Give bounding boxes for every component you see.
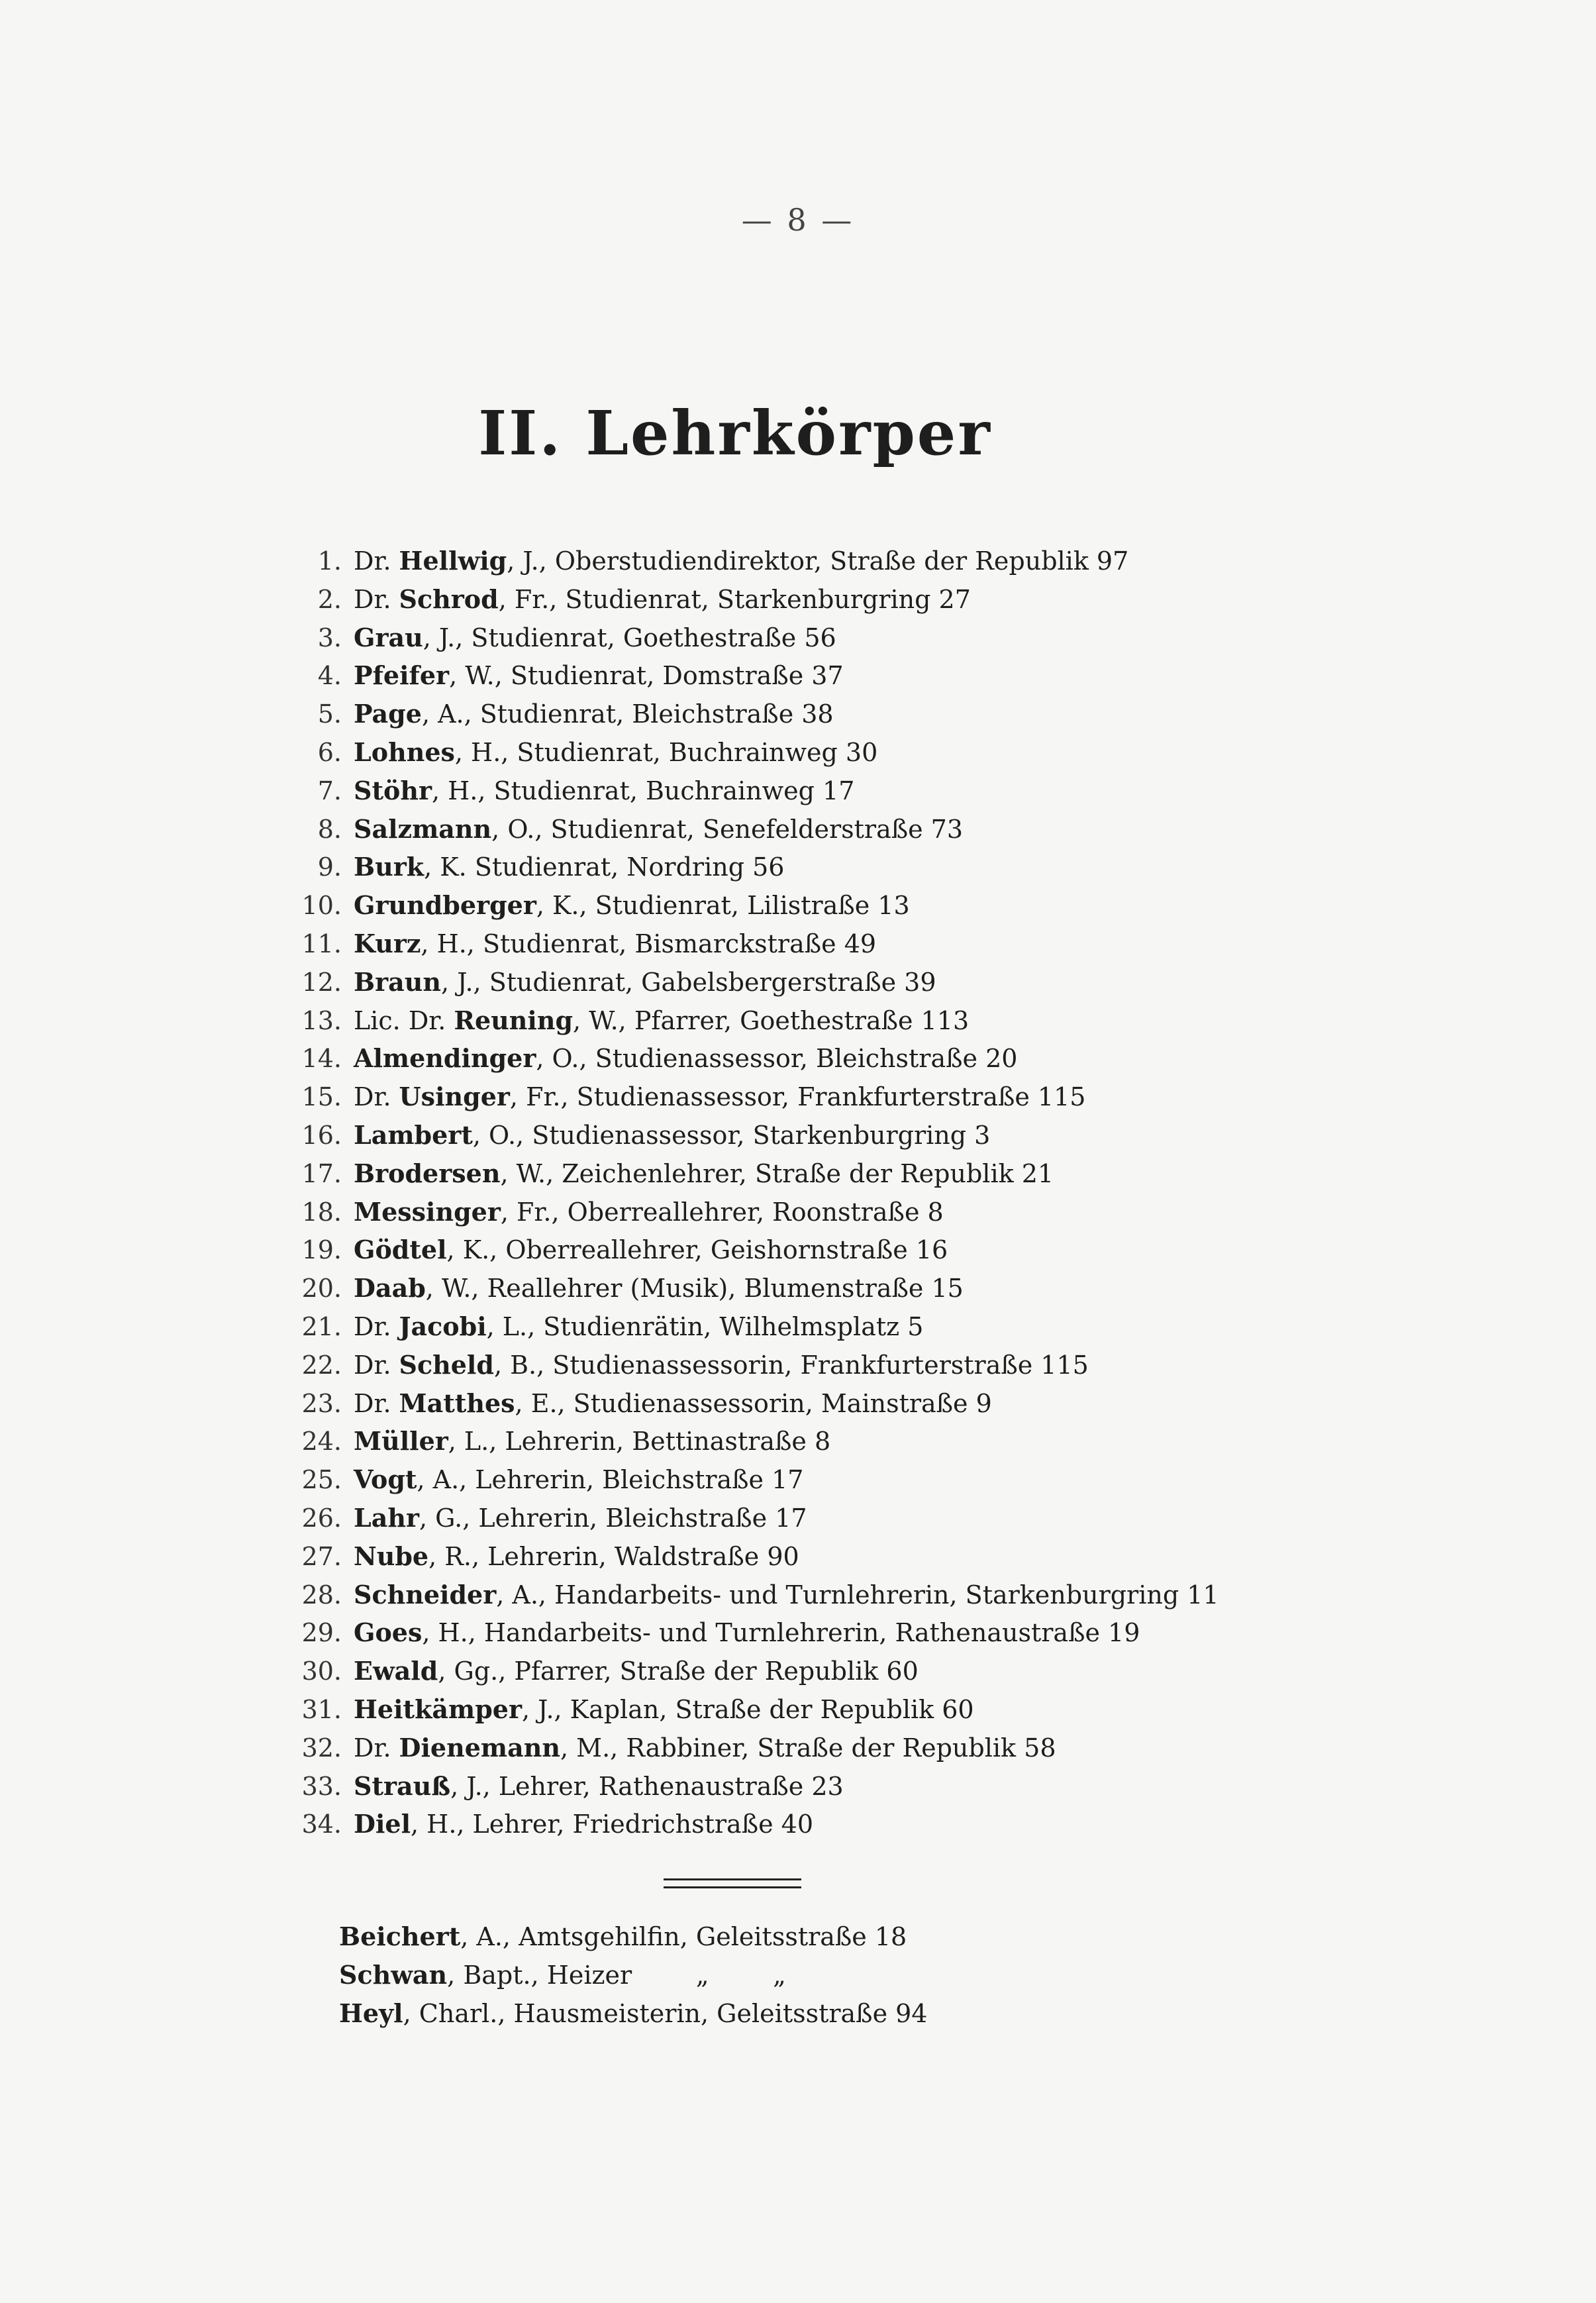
surname: Schrod [399,584,499,614]
entry-details: , Fr., Studienassessor, Frankfurterstraße 115 [509,1082,1086,1112]
entry-number: 7. [317,776,342,805]
entry-details: , L., Lehrerin, Bettinastraße 8 [448,1427,831,1457]
surname: Schneider [354,1579,497,1610]
entry-details: , W., Pfarrer, Goethestraße 113 [573,1005,970,1035]
academic-title: Dr. [354,546,391,576]
entry-details: , Gg., Pfarrer, Straße der Republik 60 [438,1657,919,1686]
entry-details: , H., Lehrer, Friedrichstraße 40 [411,1810,814,1839]
entry-details: , K., Oberreallehrer, Geishornstraße 16 [446,1235,948,1265]
staff-entry [291,1001,1470,1040]
entry-details: , W., Zeichenlehrer, Straße der Republik 21 [500,1158,1054,1188]
entry-details: , G., Lehrerin, Bleichstraße 17 [419,1503,807,1533]
entry-number: 16. [301,1120,342,1150]
surname: Page [354,699,422,729]
entry-number: 26. [301,1503,342,1533]
entry-details: , J., Oberstudiendirektor, Straße der Republik 97 [507,546,1129,576]
surname: Grau [354,622,423,652]
surname: Heyl [339,1998,403,2028]
entry-number: 11. [301,929,342,958]
staff-entry [291,1613,1470,1652]
entry-number: 21. [301,1311,342,1341]
staff-entry [291,542,1470,580]
staff-entry [291,1805,1470,1843]
academic-title: Dr. [354,584,391,614]
entry-number: 32. [301,1733,342,1763]
academic-title: Dr. [354,1311,391,1341]
surname: Jacobi [399,1311,487,1341]
entry-number: 24. [301,1427,342,1457]
staff-entry [291,772,1470,810]
staff-entry [291,1307,1470,1346]
entry-details: , A., Studienrat, Bleichstraße 38 [421,699,834,729]
staff-entry [291,810,1470,848]
support-staff-list [339,1918,1332,2033]
entry-number: 29. [301,1618,342,1648]
staff-entry [291,1652,1470,1690]
entry-number: 20. [301,1274,342,1304]
entry-number: 25. [301,1465,342,1495]
surname: Lambert [354,1119,473,1150]
entry-details: , R., Lehrerin, Waldstraße 90 [428,1541,799,1571]
surname: Burk [354,852,424,882]
entry-number: 3. [317,623,342,652]
surname: Goes [354,1617,423,1648]
entry-number: 30. [301,1657,342,1686]
staff-entry [291,1690,1470,1729]
entry-number: 31. [301,1694,342,1724]
staff-list [291,542,1470,1843]
entry-number: 6. [317,737,342,767]
entry-details: , A., Amtsgehilfin, Geleitsstraße 18 [460,1922,907,1951]
staff-entry [291,1537,1470,1576]
staff-entry [291,886,1470,925]
surname: Messinger [354,1196,501,1227]
entry-number: 27. [301,1541,342,1571]
surname: Matthes [399,1388,515,1418]
surname: Grundberger [354,890,536,921]
support-staff-entry [339,1994,1332,2033]
entry-details: , H., Studienrat, Buchrainweg 30 [454,737,878,767]
entry-number: 5. [317,699,342,729]
entry-details: , A., Handarbeits- und Turnlehrerin, Starkenburgring 11 [496,1580,1219,1610]
entry-number: 13. [301,1005,342,1035]
entry-details: , Fr., Oberreallehrer, Roonstraße 8 [500,1197,944,1227]
entry-details: , O., Studienassessor, Starkenburgring 3 [472,1120,991,1150]
staff-entry [291,695,1470,733]
entry-details: , J., Studienrat, Goethestraße 56 [423,623,836,652]
surname: Daab [354,1273,426,1304]
staff-entry [291,1346,1470,1384]
staff-entry [291,848,1470,886]
entry-number: 10. [301,891,342,921]
entry-details: , Bapt., Heizer „ „ [447,1961,786,1990]
entry-number: 33. [301,1771,342,1801]
entry-number: 23. [301,1388,342,1418]
surname: Brodersen [354,1158,501,1188]
surname: Vogt [354,1464,417,1495]
surname: Beichert [339,1921,461,1951]
entry-number: 17. [301,1158,342,1188]
entry-details: , O., Studienassessor, Bleichstraße 20 [536,1044,1018,1074]
entry-details: , E., Studienassessorin, Mainstraße 9 [515,1388,992,1418]
staff-entry [291,1499,1470,1537]
surname: Lahr [354,1502,419,1533]
surname: Ewald [354,1656,438,1686]
staff-entry [291,619,1470,657]
surname: Salzmann [354,813,492,844]
entry-details: , M., Rabbiner, Straße der Republik 58 [560,1733,1056,1763]
staff-entry [291,733,1470,772]
academic-title: Dr. [354,1082,391,1112]
entry-number: 34. [301,1810,342,1839]
entry-details: , K. Studienrat, Nordring 56 [424,852,785,882]
entry-details: , K., Studienrat, Lilistraße 13 [536,891,910,921]
staff-entry [291,1269,1470,1307]
staff-entry [291,1193,1470,1231]
staff-entry [291,1039,1470,1078]
staff-entry [291,656,1470,695]
surname: Lohnes [354,737,455,767]
staff-entry [291,963,1470,1001]
entry-details: , A., Lehrerin, Bleichstraße 17 [417,1465,804,1495]
surname: Gödtel [354,1235,447,1265]
staff-entry [291,580,1470,619]
surname: Pfeifer [354,660,450,691]
staff-entry [291,1767,1470,1806]
divider-double-rule [664,1878,801,1888]
entry-number: 2. [317,584,342,614]
entry-details: , Charl., Hausmeisterin, Geleitsstraße 94 [403,1999,928,2028]
surname: Strauß [354,1770,451,1801]
surname: Usinger [399,1082,510,1112]
entry-details: , J., Studienrat, Gabelsbergerstraße 39 [441,967,936,997]
surname: Reuning [454,1005,574,1035]
entry-number: 12. [301,967,342,997]
entry-details: , H., Studienrat, Bismarckstraße 49 [421,929,877,958]
surname: Braun [354,966,442,997]
entry-details: , H., Handarbeits- und Turnlehrerin, Rathenaustraße 19 [422,1618,1140,1648]
entry-details: , B., Studienassessorin, Frankfurterstraße 115 [493,1350,1089,1380]
surname: Dienemann [399,1732,561,1763]
staff-entry [291,1231,1470,1269]
entry-number: 22. [301,1350,342,1380]
surname: Schwan [339,1960,448,1990]
surname: Diel [354,1809,411,1839]
academic-title: Dr. [354,1733,391,1763]
entry-details: , O., Studienrat, Senefelderstraße 73 [491,814,964,844]
entry-number: 19. [301,1235,342,1265]
support-staff-entry [339,1956,1332,1994]
staff-entry [291,1384,1470,1423]
entry-number: 18. [301,1197,342,1227]
surname: Müller [354,1426,448,1457]
academic-title: Lic. Dr. [354,1005,446,1035]
surname: Hellwig [399,546,507,576]
support-staff-entry [339,1918,1332,1956]
entry-details: , J., Kaplan, Straße der Republik 60 [522,1694,974,1724]
section-title: II. Lehrkörper [478,397,992,469]
surname: Stöhr [354,775,432,805]
entry-details: , Fr., Studienrat, Starkenburgring 27 [498,584,971,614]
academic-title: Dr. [354,1388,391,1418]
entry-number: 28. [301,1580,342,1610]
entry-number: 9. [317,852,342,882]
entry-details: , J., Lehrer, Rathenaustraße 23 [450,1771,844,1801]
page-number: — 8 — [741,202,855,238]
staff-entry [291,1116,1470,1154]
staff-entry [291,1154,1470,1193]
staff-entry [291,925,1470,963]
staff-entry [291,1422,1470,1460]
entry-details: , W., Studienrat, Domstraße 37 [449,661,844,691]
surname: Scheld [399,1349,494,1380]
entry-number: 15. [301,1082,342,1112]
entry-details: , H., Studienrat, Buchrainweg 17 [432,776,855,805]
entry-number: 4. [317,661,342,691]
staff-entry [291,1576,1470,1614]
staff-entry [291,1460,1470,1499]
surname: Almendinger [354,1043,536,1074]
surname: Nube [354,1541,429,1571]
surname: Kurz [354,928,421,958]
entry-number: 8. [317,814,342,844]
staff-entry [291,1729,1470,1767]
staff-entry [291,1078,1470,1116]
surname: Heitkämper [354,1694,522,1724]
entry-number: 14. [301,1044,342,1074]
entry-number: 1. [317,546,342,576]
entry-details: , L., Studienrätin, Wilhelmsplatz 5 [486,1311,924,1341]
entry-details: , W., Reallehrer (Musik), Blumenstraße 15 [425,1274,964,1304]
academic-title: Dr. [354,1350,391,1380]
